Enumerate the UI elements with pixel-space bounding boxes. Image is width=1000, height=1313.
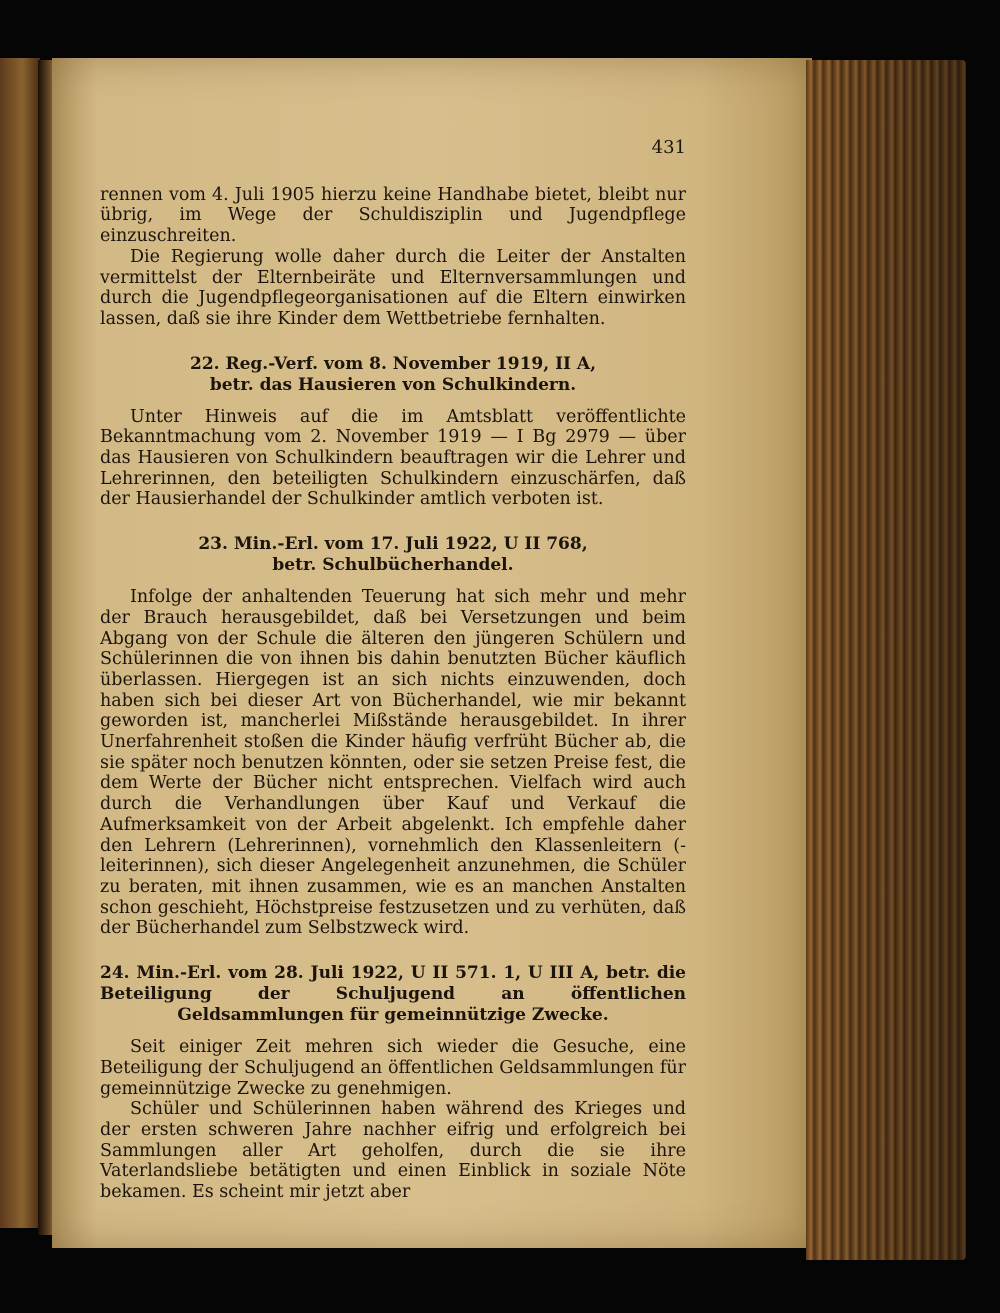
section-24-paragraph-1: Seit einiger Zeit mehren sich wieder die Gesuche, eine Beteiligung der Schuljugend an öffentlichen Geldsammlungen für gemeinnützige Zwecke zu genehmigen. bbox=[100, 1037, 686, 1099]
section-24-heading-line-1: 24. Min.-Erl. vom 28. Juli 1922, U II 571. 1, U III A, betr. die Beteiligung der Schuljugend an öffentlichen Geldsammlungen für gemeinnützige Zwecke. bbox=[100, 963, 686, 1026]
section-23-heading bbox=[100, 534, 686, 576]
section-24-heading bbox=[100, 963, 686, 1026]
section-22-heading-line-2: betr. das Hausieren von Schulkindern. bbox=[209, 374, 577, 395]
facing-page-edge bbox=[0, 58, 40, 1228]
section-22-paragraph: Unter Hinweis auf die im Amtsblatt veröffentlichte Bekanntmachung vom 2. November 1919 — I Bg 2979 — über das Hausieren von Schulkindern beauftragen wir die Lehrer und Lehrerinnen, den beteiligten Schulkindern einzuschärfen, daß der Hausierhandel der Schulkinder amtlich verboten ist. bbox=[100, 406, 686, 510]
page-text bbox=[100, 138, 686, 1203]
section-22-heading bbox=[100, 354, 686, 396]
page-edges-shadow bbox=[806, 60, 966, 1260]
intro-paragraph-2: Die Regierung wolle daher durch die Leiter der Anstalten vermittelst der Elternbeiräte und Elternversammlungen und durch die Jugendpflegeorganisationen auf die Eltern einwirken lassen, daß sie ihre Kinder dem Wettbetriebe fernhalten. bbox=[100, 246, 686, 329]
section-23-heading-line-2: betr. Schulbücherhandel. bbox=[272, 555, 514, 576]
section-24-paragraph-2: Schüler und Schülerinnen haben während des Krieges und der ersten schweren Jahre nachher eifrig und erfolgreich bei Sammlungen aller Art geholfen, durch die sie ihre Vaterlandsliebe betätigten und einen Einblick in soziale Nöte bekamen. Es scheint mir jetzt aber bbox=[100, 1099, 686, 1203]
section-23-heading-line-1: 23. Min.-Erl. vom 17. Juli 1922, U II 768, bbox=[198, 534, 588, 555]
page-number: 431 bbox=[651, 137, 686, 158]
intro-paragraph-1: rennen vom 4. Juli 1905 hierzu keine Handhabe bietet, bleibt nur übrig, im Wege der Schuldisziplin und Jugendpflege einzuschreiten. bbox=[100, 184, 686, 247]
section-22-heading-line-1: 22. Reg.-Verf. vom 8. November 1919, II A, bbox=[189, 353, 597, 374]
section-23-paragraph: Infolge der anhaltenden Teuerung hat sich mehr und mehr der Brauch herausgebildet, daß bei Versetzungen und beim Abgang von der Schule die älteren den jüngeren Schülern und Schülerinnen die von ihnen bis dahin benutzten Bücher käuflich überlassen. Hiergegen ist an sich nichts einzuwenden, doch haben sich bei dieser Art von Bücherhandel, wie mir bekannt geworden ist, mancherlei Mißstände herausgebildet. In ihrer Unerfahrenheit stoßen die Kinder häufig verfrüht Bücher ab, die sie später noch benutzen könnten, oder sie setzen Preise fest, die dem Werte der Bücher nicht entsprechen. Vielfach wird auch durch die Verhandlungen über Kauf und Verkauf die Aufmerksamkeit von der Arbeit abgelenkt. Ich empfehle daher den Lehrern (Lehrerinnen), vornehmlich den Klassenleitern (-leiterinnen), sich dieser Angelegenheit anzunehmen, die Schüler zu beraten, mit ihnen zusammen, wie es an manchen Anstalten schon geschieht, Höchstpreise festzusetzen und zu verhüten, daß der Bücherhandel zum Selbstzweck wird. bbox=[100, 587, 686, 939]
